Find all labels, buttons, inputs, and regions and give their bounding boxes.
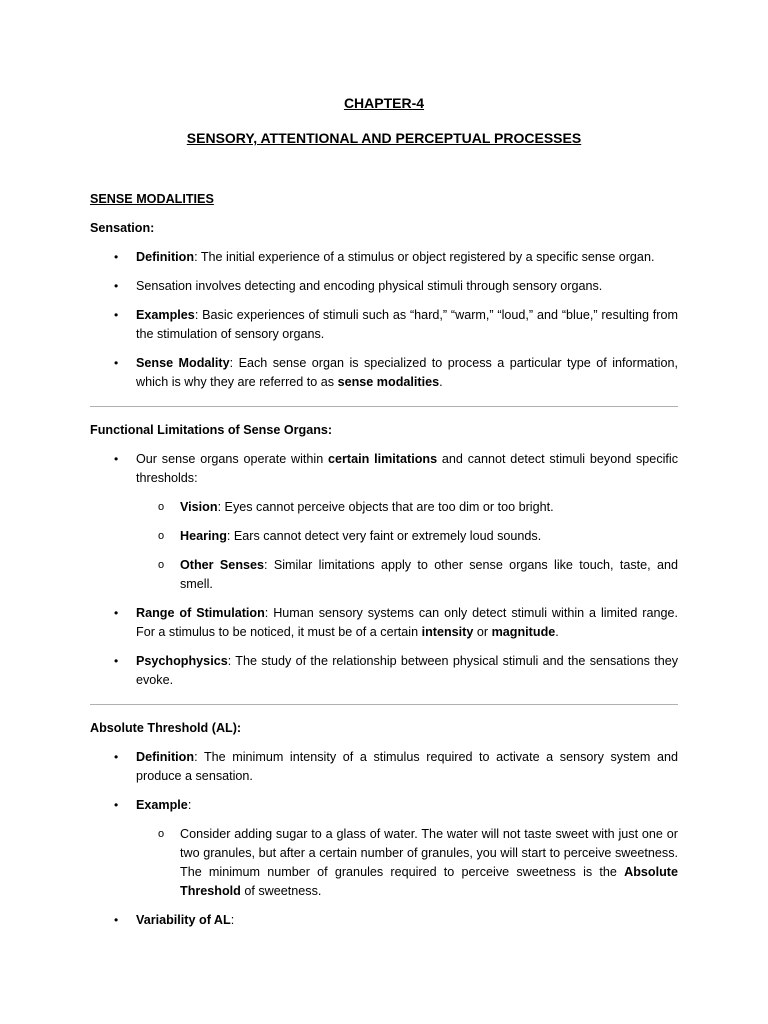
section-divider xyxy=(90,406,678,407)
list-item: • Definition: The minimum intensity of a stimulus required to activate a sensory system and produce a sensation. xyxy=(114,750,678,783)
example-sublist xyxy=(136,825,678,901)
sub-list-item: o Hearing: Ears cannot detect very faint or extremely loud sounds. xyxy=(90,527,678,546)
bullet-marker: • xyxy=(114,750,119,764)
content-body xyxy=(90,190,678,940)
list-item: • Definition: The initial experience of a stimulus or object registered by a specific sense organ. xyxy=(90,248,678,267)
sub-bullet-marker: o xyxy=(158,559,165,571)
bullet-marker: • xyxy=(114,654,119,668)
sub-list-item: o Vision: Eyes cannot perceive objects that are too dim or too bright. xyxy=(90,498,678,517)
bullet-marker: • xyxy=(114,452,119,466)
list-item: • Sense Modality: Each sense organ is specialized to process a particular type of information, which is why they are referred to as sense modalities. xyxy=(114,356,678,389)
list-item: • Range of Stimulation: Human sensory systems can only detect stimuli within a limited range. For a stimulus to be noticed, it must be of a certain intensity or magnitude. xyxy=(114,606,678,639)
sub-list-item: o Consider adding sugar to a glass of water. The water will not taste sweet with just one or two granules, but after a certain number of granules, you will start to perceive sweetness. The minimum number of granules required to perceive sweetness is the Absolute Threshold of sweetness. xyxy=(158,827,678,898)
bullet-marker: • xyxy=(114,913,119,927)
list-item: • Example: o Consider adding sugar to a glass of water. The water will not taste sweet with just one or two granules, but after a certain number of granules, you will start to perceive sweetness. The minimum number of granules required to perceive sweetness is the Absolute Threshold of sweetness. xyxy=(90,796,678,901)
bullet-marker: • xyxy=(114,798,119,812)
sub-list-item: o Other Senses: Similar limitations apply to other sense organs like touch, taste, and smell. xyxy=(158,558,679,591)
bullet-marker: • xyxy=(114,279,119,293)
section-heading-functional-limitations: Functional Limitations of Sense Organs: xyxy=(90,423,333,437)
sensation-list xyxy=(90,248,678,392)
limitations-sublist xyxy=(136,498,678,594)
bullet-marker: • xyxy=(114,250,119,264)
section-divider xyxy=(90,704,678,705)
chapter-heading: CHAPTER-4 xyxy=(343,95,425,111)
absolute-threshold-list xyxy=(90,748,678,930)
chapter-title: SENSORY, ATTENTIONAL AND PERCEPTUAL PROCESSES xyxy=(186,130,582,146)
section-heading-sense-modalities: SENSE MODALITIES xyxy=(90,192,214,206)
bullet-marker: • xyxy=(114,606,119,620)
sub-bullet-marker: o xyxy=(158,828,165,840)
bullet-marker: • xyxy=(114,356,119,370)
list-item: • Examples: Basic experiences of stimuli such as “hard,” “warm,” “loud,” and “blue,” resulting from the stimulation of sensory organs. xyxy=(114,308,678,341)
list-item: • Our sense organs operate within certain limitations and cannot detect stimuli beyond specific thresholds: o Vision: Eyes cannot perceive objects that are too dim or too bright. o Hearing: Ears cannot detect very faint or extremely loud sounds. o Other Senses: Similar limitations apply to other sense organs like touch, taste, and smell. xyxy=(90,450,678,594)
list-item: • Sensation involves detecting and encoding physical stimuli through sensory organs. xyxy=(90,277,678,296)
section-heading-absolute-threshold: Absolute Threshold (AL): xyxy=(90,721,242,735)
sub-bullet-marker: o xyxy=(158,501,165,513)
sub-bullet-marker: o xyxy=(158,530,165,542)
list-item: • Variability of AL: xyxy=(90,911,678,930)
limitations-list xyxy=(90,450,678,690)
bullet-marker: • xyxy=(114,308,119,322)
subheading-sensation: Sensation: xyxy=(90,221,155,235)
list-item: • Psychophysics: The study of the relationship between physical stimuli and the sensations they evoke. xyxy=(114,654,678,687)
